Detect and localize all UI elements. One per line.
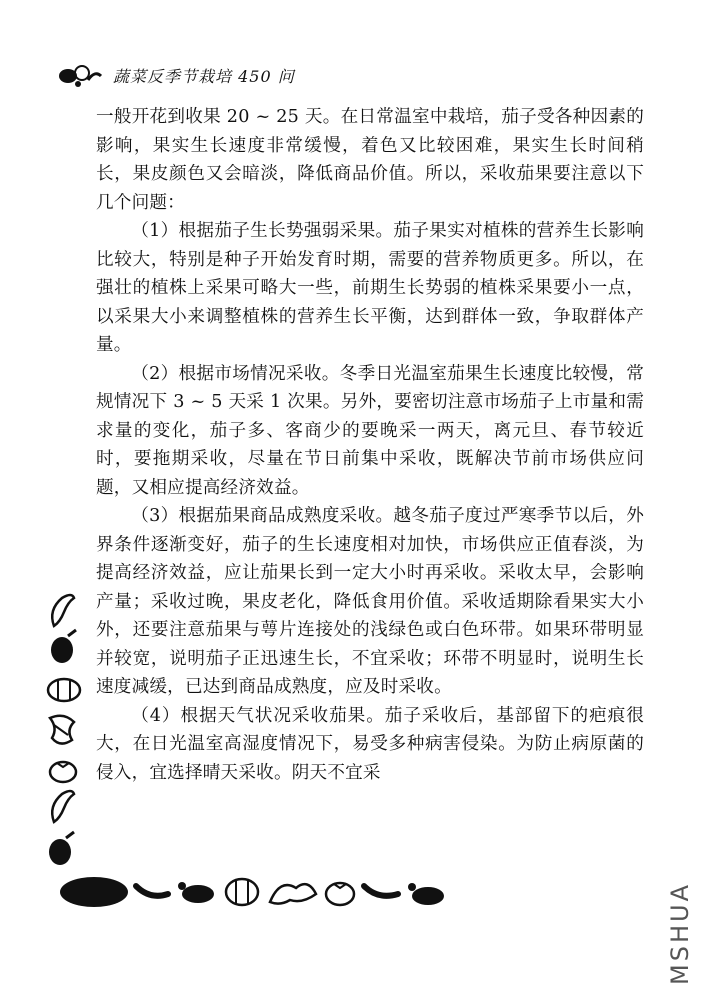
cabbage-icon xyxy=(50,716,74,744)
cabbage-icon xyxy=(270,884,316,903)
eggplant-blob-icon xyxy=(60,877,128,907)
paragraph: 一般开花到收果 20 ~ 25 天。在日常温室中栽培，茄子受各种因素的影响，果实生长速度非常缓慢，着色又比较困难，果实生长时间稍长，果皮颜色又会暗淡，降低商品价值。所以，采收茄果要注意以下几个问题： xyxy=(96,107,644,213)
paragraph: （2）根据市场情况采收。冬季日光温室茄果生长速度比较慢，常规情况下 3 ~ 5 天采 1 次果。另外，要密切注意市场茄子上市量和需求量的变化，茄子多、客商少的要晚采一两天，离元旦、春节较近时，要拖期采收，尽量在节日前集中采收，既解决节前市场供应问题，又相应提高经济效益。 xyxy=(96,363,644,498)
paragraph: （4）根据天气状况采收茄果。茄子采收后，基部留下的疤痕很大，在日光温室高湿度情况下，易受多种病害侵染。为防止病原菌的侵入，宜选择晴天采收。阴天不宜采 xyxy=(96,705,644,783)
vegetable-cluster-icon xyxy=(58,62,102,88)
book-title: 蔬菜反季节栽培 450 问 xyxy=(113,67,295,86)
pumpkin-icon xyxy=(48,679,80,701)
cucumber-icon xyxy=(52,791,74,822)
eggplant-icon xyxy=(49,832,74,865)
eggplant-icon xyxy=(408,883,444,905)
cucumber-icon xyxy=(364,886,398,896)
eggplant-icon xyxy=(51,630,76,663)
bottom-vegetable-decoration xyxy=(58,872,448,912)
cucumber-icon xyxy=(52,595,74,626)
pumpkin-icon xyxy=(226,879,258,905)
watermark: MSHUA xyxy=(666,882,694,985)
page-body xyxy=(96,103,644,787)
page-header xyxy=(58,58,358,92)
eggplant-icon xyxy=(178,882,214,903)
tomato-icon xyxy=(326,883,354,905)
paragraph: （1）根据茄子生长势强弱采果。茄子果实对植株的营养生长影响比较大，特别是种子开始发育时期，需要的营养物质更多。所以，在强壮的植株上采果可略大一些，前期生长势弱的植株采果要小一点，以采果大小来调整植株的营养生长平衡，达到群体一致，争取群体产量。 xyxy=(96,221,644,355)
tomato-icon xyxy=(50,762,76,782)
cucumber-icon xyxy=(136,886,168,896)
paragraph: （3）根据茄果商品成熟度采收。越冬茄子度过严寒季节以后，外界条件逐渐变好，茄子的生长速度相对加快，市场供应正值春淡，为提高经济效益，应让茄果长到一定大小时再采收。采收太早，会影响产量；采收过晚，果皮老化，降低食用价值。采收适期除看果实大小外，还要注意茄果与萼片连接处的浅绿色或白色环带。如果环带明显并较宽，说明茄子正迅速生长，不宜采收；环带不明显时，说明生长速度减缓，已达到商品成熟度，应及时采收。 xyxy=(96,506,644,697)
side-vegetable-decoration xyxy=(44,590,84,870)
